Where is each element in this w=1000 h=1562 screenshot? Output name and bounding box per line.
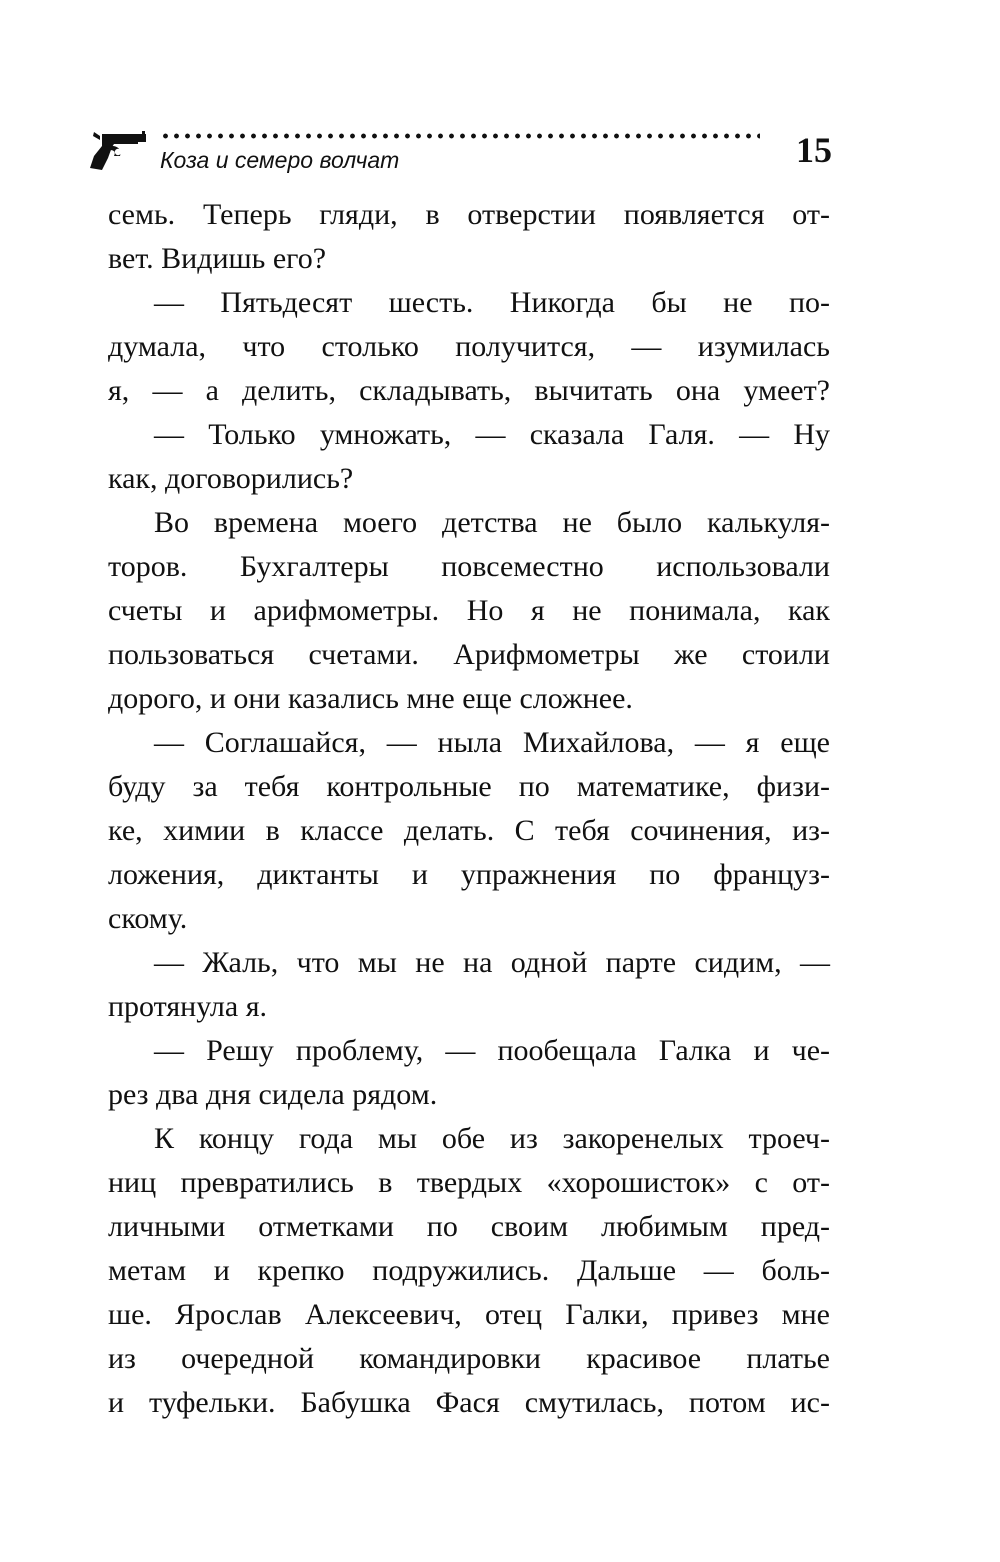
page-number: 15 — [796, 130, 832, 170]
text-line: как, договорились? — [108, 462, 354, 495]
text-line: К концу года мы обе из закоренелых троеч- — [154, 1122, 830, 1155]
text-line: пользоваться счетами. Арифмометры же стоили — [108, 638, 830, 671]
running-header — [88, 122, 832, 182]
text-line: ложения, диктанты и упражнения по француз- — [108, 858, 830, 891]
text-line: ниц превратились в твердых «хорошисток» с от- — [108, 1166, 830, 1199]
text-line: семь. Теперь гляди, в отверстии появляется от- — [108, 198, 830, 231]
body-text — [108, 193, 830, 1425]
text-line: вет. Видишь его? — [108, 242, 327, 275]
text-line: скому. — [108, 902, 188, 935]
leader-dots — [160, 132, 760, 140]
text-line: думала, что столько получится, — изумилась — [108, 330, 830, 363]
pistol-icon — [88, 128, 148, 172]
text-line: — Соглашайся, — ныла Михайлова, — я еще — [154, 726, 830, 759]
text-line: дорого, и они казались мне еще сложнее. — [108, 682, 633, 715]
text-line: ше. Ярослав Алексеевич, отец Галки, привез мне — [108, 1298, 830, 1331]
text-line: — Решу проблему, — пообещала Галка и че- — [154, 1034, 830, 1067]
book-title: Коза и семеро волчат — [160, 147, 400, 173]
text-line: — Пятьдесят шесть. Никогда бы не по- — [154, 286, 830, 319]
text-line: Во времена моего детства не было калькуля- — [154, 506, 830, 539]
text-line: метам и крепко подружились. Дальше — боль- — [108, 1254, 830, 1287]
text-line: личными отметками по своим любимым пред- — [108, 1210, 830, 1243]
text-line: буду за тебя контрольные по математике, физи- — [108, 770, 830, 803]
text-line: я, — а делить, складывать, вычитать она умеет? — [108, 374, 830, 407]
text-line: ке, химии в классе делать. С тебя сочинения, из- — [108, 814, 830, 847]
text-line: счеты и арифмометры. Но я не понимала, как — [108, 594, 830, 627]
text-line: — Только умножать, — сказала Галя. — Ну — [154, 418, 830, 451]
text-line: из очередной командировки красивое платье — [108, 1342, 830, 1375]
text-line: протянула я. — [108, 990, 267, 1023]
text-line: рез два дня сидела рядом. — [108, 1078, 438, 1111]
text-line: торов. Бухгалтеры повсеместно использовали — [108, 550, 830, 583]
text-line: — Жаль, что мы не на одной парте сидим, — — [154, 946, 830, 979]
text-line: и туфельки. Бабушка Фася смутилась, потом ис- — [108, 1386, 830, 1419]
